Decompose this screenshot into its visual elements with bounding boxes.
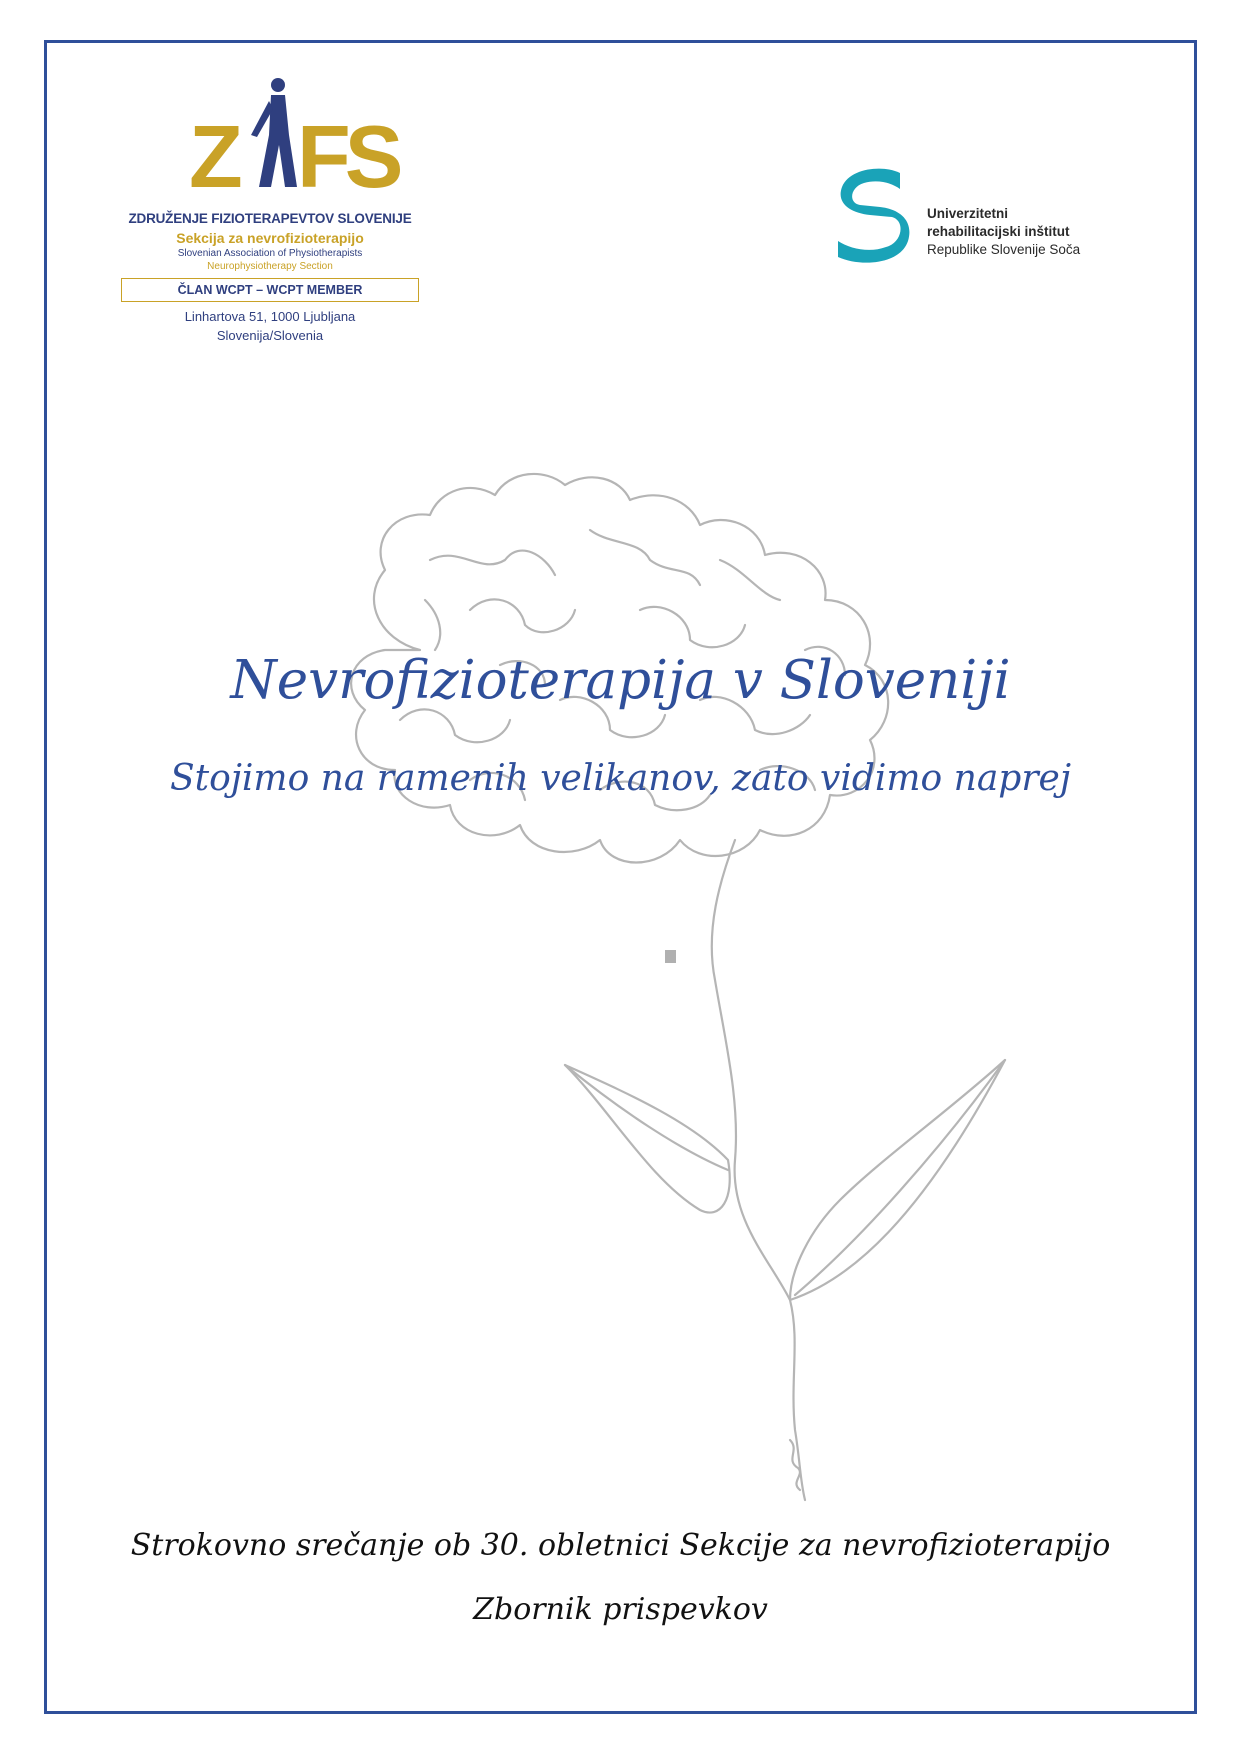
- meeting-line: Strokovno srečanje ob 30. obletnici Sekcije za nevrofizioterapijo: [130, 1528, 1111, 1563]
- svg-text:FS: FS: [297, 107, 398, 205]
- cover-title: Nevrofizioterapija v Sloveniji: [230, 650, 1011, 711]
- uri-line2: rehabilitacijski inštitut: [927, 224, 1070, 239]
- proceedings-line: Zbornik prispevkov: [473, 1592, 768, 1627]
- svg-text:Z: Z: [189, 107, 237, 205]
- zfs-name: ZDRUŽENJE FIZIOTERAPEVTOV SLOVENIJE: [128, 211, 412, 226]
- uri-s-logo-icon: [830, 165, 912, 265]
- wcpt-member-badge: ČLAN WCPT – WCPT MEMBER: [121, 278, 419, 302]
- uri-soca-logo: [830, 165, 1130, 265]
- small-square-mark: [665, 950, 676, 963]
- zfs-address-line2: Slovenija/Slovenia: [216, 328, 324, 343]
- zfs-address-line1: Linhartova 51, 1000 Ljubljana: [184, 309, 356, 324]
- zfs-figure-icon: [185, 75, 405, 205]
- cover-subtitle: Stojimo na ramenih velikanov, zato vidimo naprej: [169, 758, 1072, 799]
- uri-line3: Republike Slovenije Soča: [927, 242, 1081, 257]
- zfs-logo: [105, 75, 435, 350]
- uri-name: [927, 205, 1080, 259]
- zfs-english-name: Slovenian Association of Physiotherapists: [177, 248, 363, 259]
- zfs-english-section: Neurophysiotherapy Section: [207, 261, 333, 272]
- uri-line1: Univerzitetni: [927, 206, 1009, 221]
- zfs-section: Sekcija za nevrofizioterapijo: [176, 230, 364, 246]
- zfs-mark: [185, 75, 405, 205]
